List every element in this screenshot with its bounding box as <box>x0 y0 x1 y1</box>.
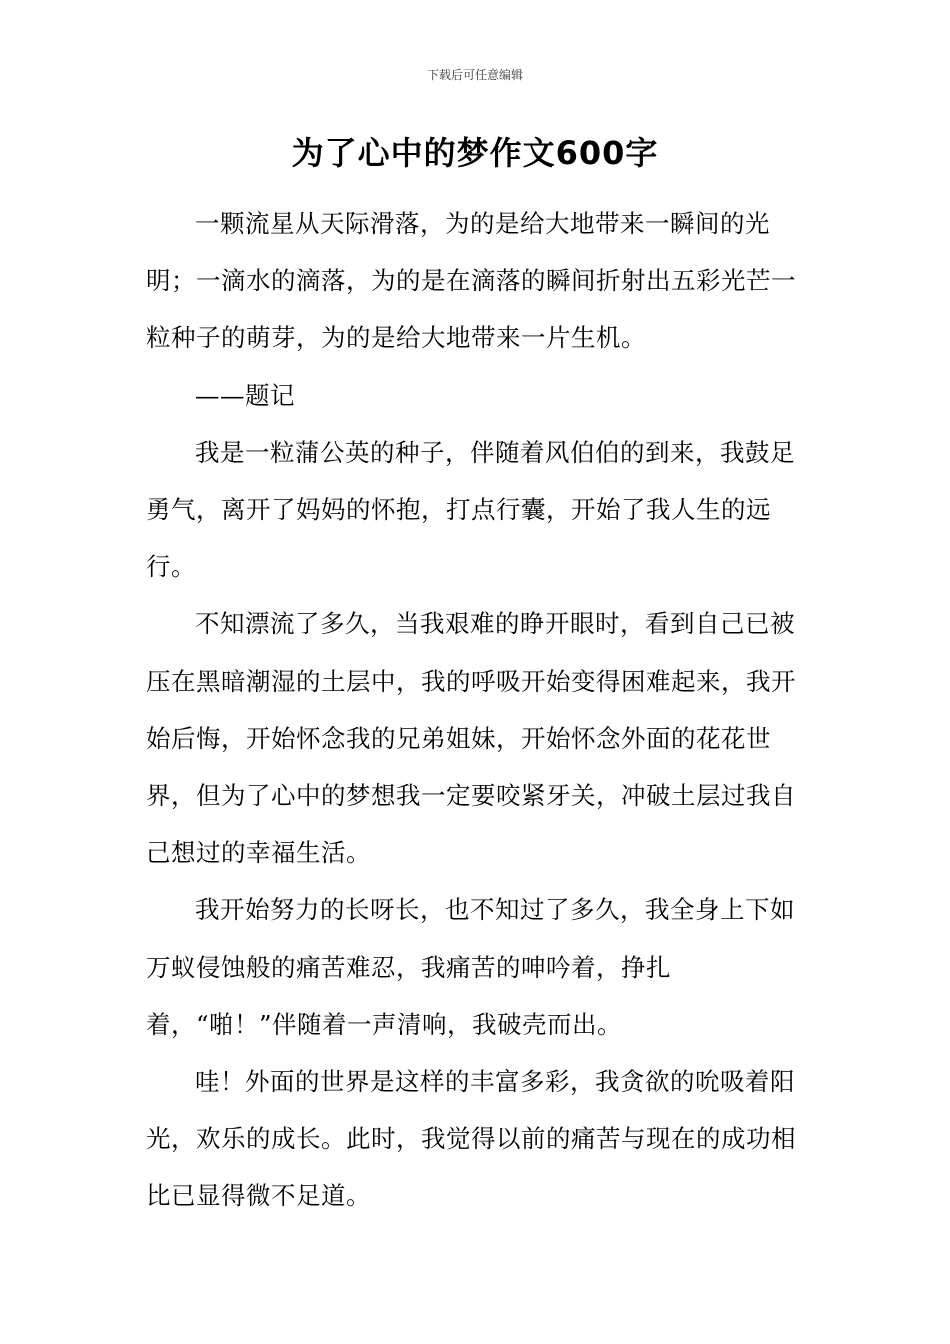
header-note: 下载后可任意编辑 <box>426 68 523 82</box>
paragraph: 我开始努力的长呀长，也不知过了多久，我全身上下如万蚁侵蚀般的痛苦难忍，我痛苦的呻吟着，挣扎着，“啪！”伴随着一声清响，我破壳而出。 <box>146 895 795 1039</box>
paragraph: 不知漂流了多久，当我艰难的睁开眼时，看到自己已被压在黑暗潮湿的土层中，我的呼吸开始变得困难起来，我开始后悔，开始怀念我的兄弟姐妹，开始怀念外面的花花世界，但为了心中的梦想我一定要咬紧牙关，冲破土层过我自己想过的幸福生活。 <box>146 609 796 868</box>
essay-body <box>146 195 808 1225</box>
page-title: 为了心中的梦作文600字 <box>291 134 659 172</box>
paragraph: 哇！外面的世界是这样的丰富多彩，我贪欲的吮吸着阳光，欢乐的成长。此时，我觉得以前的痛苦与现在的成功相比已显得微不足道。 <box>146 1067 796 1211</box>
paragraph: 我是一粒蒲公英的种子，伴随着风伯伯的到来，我鼓足勇气，离开了妈妈的怀抱，打点行囊，开始了我人生的远行。 <box>146 437 795 582</box>
paragraph-epigraph-note: ——题记 <box>195 380 295 410</box>
paragraph: 一颗流星从天际滑落，为的是给大地带来一瞬间的光明；一滴水的滴落，为的是在滴落的瞬间折射出五彩光芒一粒种子的萌芽，为的是给大地带来一片生机。 <box>146 209 796 353</box>
